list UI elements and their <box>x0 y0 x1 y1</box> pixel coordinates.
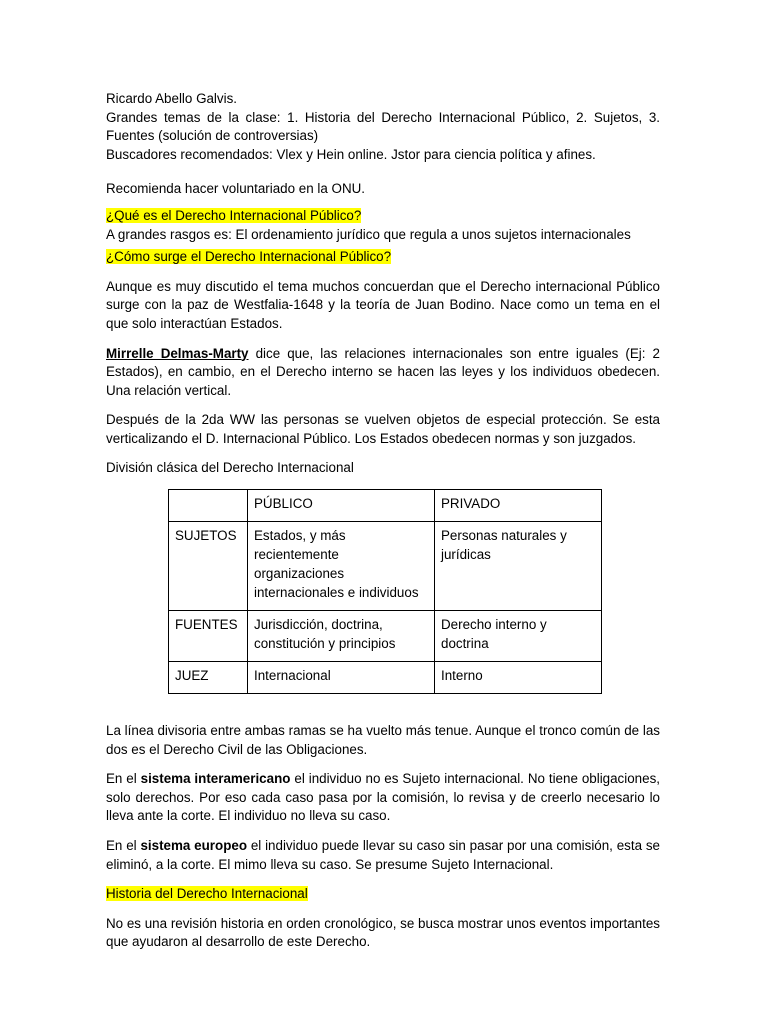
table-cell: Internacional <box>248 662 435 694</box>
delmas-name: Mirrelle Delmas-Marty <box>106 345 249 361</box>
document-body <box>106 90 660 952</box>
table-header-publico: PÚBLICO <box>248 490 435 522</box>
paragraph-linea: La línea divisoria entre ambas ramas se ha vuelto más tenue. Aunque el tronco común de las dos es el Derecho Civil de las Obligaciones. <box>106 723 660 757</box>
heading-que-es: ¿Qué es el Derecho Internacional Público? <box>106 207 362 223</box>
paragraph-interamericano <box>106 770 660 826</box>
inter-rest: el individuo no es Sujeto internacional. No tiene obligaciones, solo derechos. Por eso cada caso pasa por la comisión, lo revisa y de creerlo necesario lo lleva ante la corte. El individuo no lleva su caso. <box>106 771 660 824</box>
table-cell: JUEZ <box>169 662 248 694</box>
table-row <box>169 611 602 662</box>
division-title: División clásica del Derecho Internacional <box>106 459 354 475</box>
answer-que-es: A grandes rasgos es: El ordenamiento jurídico que regula a unos sujetos internacionales <box>106 226 631 242</box>
delmas-text: dice que, las relaciones internacionales son entre iguales (Ej: 2 Estados), en cambio, en el Derecho interno se hacen las leyes y los individuos obedecen. Una relación vertical. <box>106 345 661 398</box>
table-cell <box>169 490 248 522</box>
division-table-wrap <box>168 489 660 694</box>
table-cell: FUENTES <box>169 611 248 662</box>
voluntariado-line: Recomienda hacer voluntariado en la ONU. <box>106 181 366 197</box>
paragraph-delmas <box>106 345 660 401</box>
euro-bold: sistema europeo <box>140 838 247 854</box>
paragraph-historia: No es una revisión historia en orden cronológico, se busca mostrar unos eventos importantes que ayudaron al desarrollo de este Derecho. <box>106 915 660 950</box>
blank-line <box>106 164 660 180</box>
table-cell: Personas naturales y jurídicas <box>435 522 602 611</box>
euro-rest: el individuo puede llevar su caso sin pasar por una comisión, esta se eliminó, a la corte. El mimo lleva su caso. Se presume Sujeto Internacional. <box>106 838 661 872</box>
paragraph-post-ww: Después de la 2da WW las personas se vuelven objetos de especial protección. Se esta verticalizando el D. Internacional Público. Los Estados obedecen normas y son juzgados. <box>106 412 660 446</box>
paragraph-europeo <box>106 837 660 874</box>
paragraph-surge: Aunque es muy discutido el tema muchos concuerdan que el Derecho internacional Público surge con la paz de Westfalia-1648 y la teoría de Juan Bodino. Nace como un tema en el que solo interactúan Estados. <box>106 278 660 331</box>
table-header-privado: PRIVADO <box>435 490 602 522</box>
temas-line: Grandes temas de la clase: 1. Historia del Derecho Internacional Público, 2. Sujetos, 3. Fuentes (solución de controversias) <box>106 109 660 144</box>
table-cell: Derecho interno y doctrina <box>435 611 602 662</box>
table-cell: Interno <box>435 662 602 694</box>
table-header-row <box>169 490 602 522</box>
heading-como-surge: ¿Cómo surge el Derecho Internacional Público? <box>106 249 392 265</box>
table-cell: Jurisdicción, doctrina, constitución y principios <box>248 611 435 662</box>
inter-prefix: En el <box>106 771 141 787</box>
division-table <box>168 489 602 694</box>
table-row <box>169 662 602 694</box>
euro-prefix: En el <box>106 838 141 854</box>
table-row <box>169 522 602 611</box>
buscadores-line: Buscadores recomendados: Vlex y Hein online. Jstor para ciencia política y afines. <box>106 146 596 162</box>
inter-bold: sistema interamericano <box>140 771 291 787</box>
heading-historia: Historia del Derecho Internacional <box>106 886 308 902</box>
author-line: Ricardo Abello Galvis. <box>106 91 237 106</box>
table-cell: Estados, y más recientemente organizaciones internacionales e individuos <box>248 522 435 611</box>
table-cell: SUJETOS <box>169 522 248 611</box>
